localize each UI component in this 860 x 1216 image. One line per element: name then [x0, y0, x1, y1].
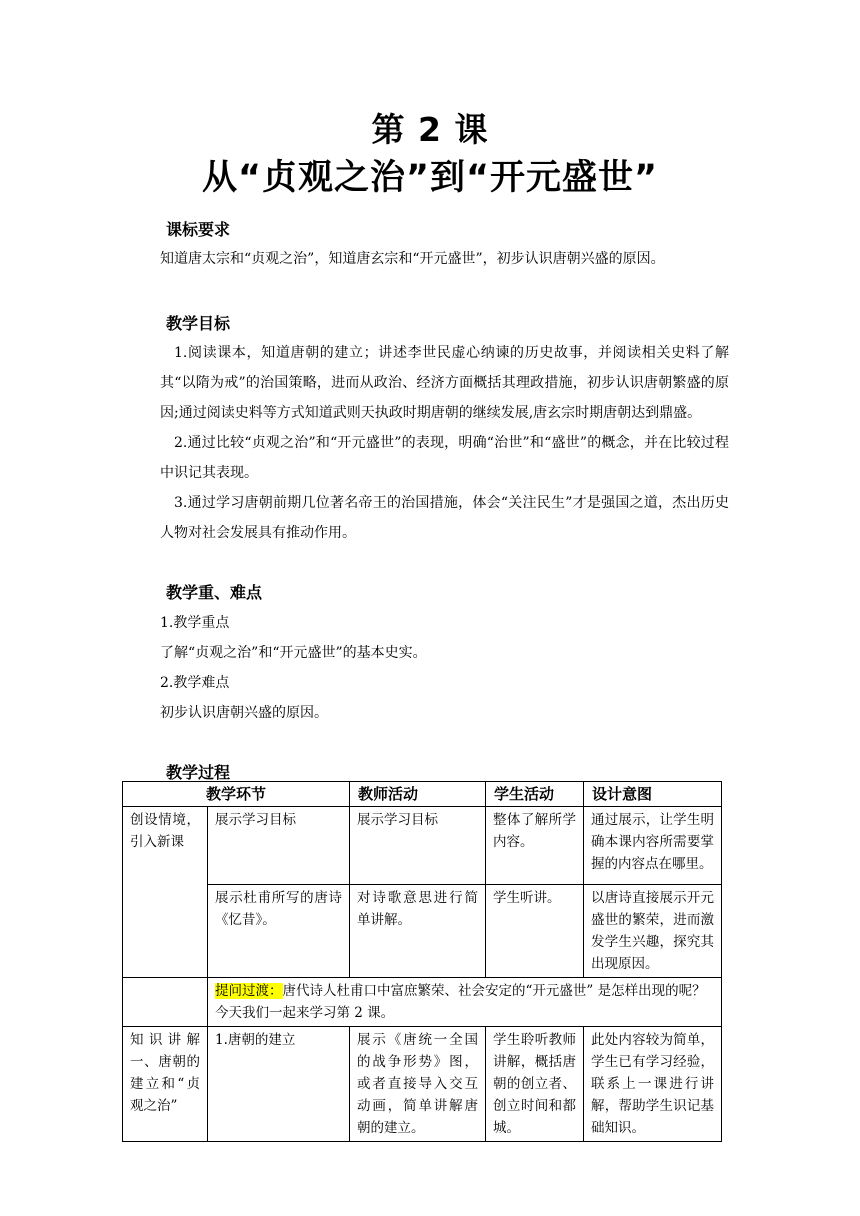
- process-heading: 教学过程: [166, 763, 231, 782]
- table-row: [123, 1027, 722, 1142]
- transition-label: 提问过渡：: [215, 983, 283, 999]
- standard-heading: 课标要求: [166, 220, 231, 239]
- lesson-title: 从“贞观之治”到“开元盛世”: [201, 158, 658, 198]
- objective-3: 3.通过学习唐朝前期几位著名帝王的治国措施，体会“关注民生”才是强国之道，杰出历史人物对社会发展具有推动作用。: [160, 495, 729, 541]
- standard-text: 知道唐太宗和“贞观之治”，知道唐玄宗和“开元盛世”，初步认识唐朝兴盛的原因。: [160, 251, 665, 267]
- table-row: [123, 807, 722, 885]
- process-table: [122, 781, 722, 1142]
- key-text: 了解“贞观之治”和“开元盛世”的基本史实。: [160, 645, 427, 661]
- table-row: [123, 885, 722, 978]
- column-header: 设计意图: [584, 782, 722, 807]
- column-header: 教师活动: [350, 782, 486, 807]
- transition-row: [123, 978, 722, 1027]
- column-header: 学生活动: [486, 782, 584, 807]
- link-cell: 1.唐朝的建立: [208, 1027, 350, 1142]
- link-cell: 展示学习目标: [208, 807, 350, 885]
- table-header-row: [123, 782, 722, 807]
- intent-cell: 以唐诗直接展示开元盛世的繁荣，进而激发学生兴趣，探究其出现原因。: [584, 885, 722, 978]
- stage-cell: 创设情境，引入新课: [123, 807, 208, 978]
- objectives-heading: 教学目标: [166, 314, 231, 333]
- stage-cell: 知识讲解一、唐朝的建立和“贞观之治”: [123, 1027, 208, 1142]
- student-cell: 整体了解所学内容。: [486, 807, 584, 885]
- student-cell: 学生聆听教师讲解，概括唐朝的创立者、创立时间和都城。: [486, 1027, 584, 1142]
- empty-cell: [123, 978, 208, 1027]
- link-cell: 展示杜甫所写的唐诗《忆昔》。: [208, 885, 350, 978]
- intent-cell: 通过展示，让学生明确本课内容所需要掌握的内容点在哪里。: [584, 807, 722, 885]
- teacher-cell: 展示学习目标: [350, 807, 486, 885]
- key-points-heading: 教学重、难点: [166, 583, 263, 602]
- key-label: 1.教学重点: [160, 615, 230, 631]
- difficult-label: 2.教学难点: [160, 675, 230, 691]
- teacher-cell: 对诗歌意思进行简单讲解。: [350, 885, 486, 978]
- student-cell: 学生听讲。: [486, 885, 584, 978]
- column-header: 教学环节: [123, 782, 350, 807]
- transition-text: 唐代诗人杜甫口中富庶繁荣、社会安定的“开元盛世” 是怎样出现的呢？今天我们一起来学习第 2 课。: [215, 983, 706, 1021]
- difficult-text: 初步认识唐朝兴盛的原因。: [160, 705, 328, 721]
- transition-cell: [208, 978, 722, 1027]
- intent-cell: 此处内容较为简单，学生已有学习经验，联系上一课进行讲解，帮助学生识记基础知识。: [584, 1027, 722, 1142]
- teacher-cell: 展示《唐统一全国的战争形势》图，或者直接导入交互动画，简单讲解唐朝的建立。: [350, 1027, 486, 1142]
- objective-2: 2.通过比较“贞观之治”和“开元盛世”的表现，明确“治世”和“盛世”的概念，并在比较过程中识记其表现。: [160, 435, 729, 481]
- objective-1: 1.阅读课本，知道唐朝的建立；讲述李世民虚心纳谏的历史故事，并阅读相关史料了解其“以隋为戒”的治国策略，进而从政治、经济方面概括其理政措施，初步认识唐朝繁盛的原因;通过阅读史料等方式知道武则天执政时期唐朝的继续发展,唐玄宗时期唐朝达到鼎盛。: [160, 345, 729, 421]
- lesson-number: 第 2 课: [371, 110, 489, 149]
